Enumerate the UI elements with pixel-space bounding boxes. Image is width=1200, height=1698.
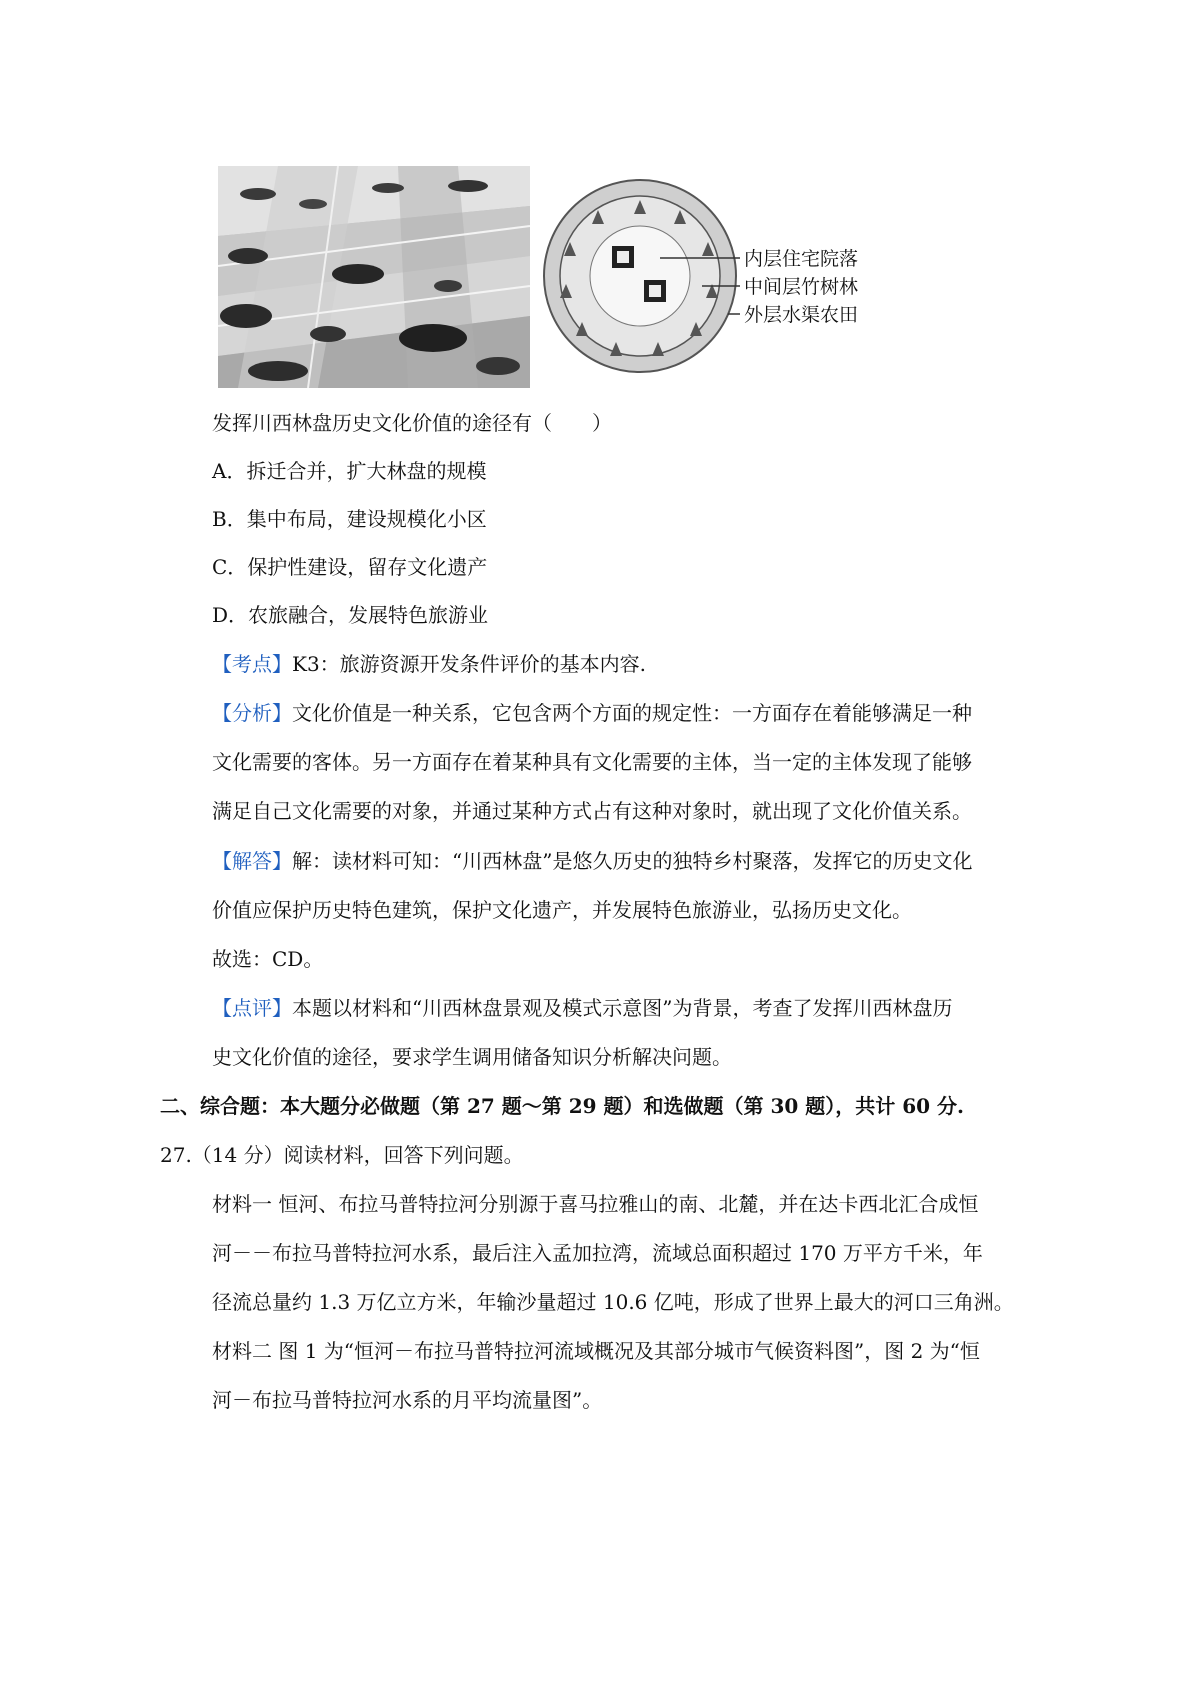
linpan-landscape-photo [218, 166, 530, 388]
linpan-pattern-diagram [540, 176, 858, 376]
dianping-text-1: 本题以材料和“川西林盘景观及模式示意图”为背景，考查了发挥川西林盘历 [292, 996, 953, 1020]
q27-line: 27.（14 分）阅读材料，回答下列问题。 [160, 1143, 524, 1167]
dianping-tag: 【点评】 [212, 996, 292, 1020]
fenxi-tag: 【分析】 [212, 701, 292, 725]
question-stem: 发挥川西林盘历史文化价值的途径有（ ） [212, 411, 612, 435]
material1-line-2: 河－－布拉马普特拉河水系，最后注入孟加拉湾，流域总面积超过 170 万平方千米，年 [212, 1241, 983, 1265]
option-a: A．拆迁合并，扩大林盘的规模 [212, 459, 487, 483]
material2-line-2: 河－布拉马普特拉河水系的月平均流量图”。 [212, 1388, 603, 1412]
option-d: D．农旅融合，发展特色旅游业 [212, 603, 489, 627]
jieda-line-2: 价值应保护历史特色建筑，保护文化遗产，并发展特色旅游业，弘扬历史文化。 [212, 898, 912, 922]
kaodian-tag: 【考点】 [212, 652, 292, 676]
fenxi-line-1 [212, 700, 972, 726]
section2-heading: 二、综合题：本大题分必做题（第 27 题～第 29 题）和选做题（第 30 题），共计 60 分. [160, 1094, 964, 1118]
option-c: C．保护性建设，留存文化遗产 [212, 555, 488, 579]
dianping-line-2: 史文化价值的途径，要求学生调用储备知识分析解决问题。 [212, 1045, 732, 1069]
material2-line-1: 材料二 图 1 为“恒河－布拉马普特拉河流域概况及其部分城市气候资料图”，图 2 为“恒 [212, 1339, 980, 1363]
jieda-text-1: 解：读材料可知：“川西林盘”是悠久历史的独特乡村聚落，发挥它的历史文化 [292, 849, 973, 873]
fenxi-line-2: 文化需要的客体。另一方面存在着某种具有文化需要的主体，当一定的主体发现了能够 [212, 750, 972, 774]
jieda-tag: 【解答】 [212, 849, 292, 873]
material1-line-3: 径流总量约 1.3 万亿立方米，年输沙量超过 10.6 亿吨，形成了世界上最大的河口三角洲。 [212, 1290, 1014, 1314]
fenxi-text-1: 文化价值是一种关系，它包含两个方面的规定性：一方面存在着能够满足一种 [292, 701, 972, 725]
kaodian-line [212, 651, 646, 677]
diagram-label-outer: 外层水渠农田 [744, 304, 858, 326]
material1-line-1: 材料一 恒河、布拉马普特拉河分别源于喜马拉雅山的南、北麓，并在达卡西北汇合成恒 [212, 1192, 979, 1216]
figure-row [218, 166, 858, 388]
dianping-line-1 [212, 995, 952, 1021]
answer-line: 故选：CD。 [212, 947, 324, 971]
jieda-line-1 [212, 848, 972, 874]
option-b: B．集中布局，建设规模化小区 [212, 507, 487, 531]
diagram-label-inner: 内层住宅院落 [744, 248, 858, 270]
fenxi-line-3: 满足自己文化需要的对象，并通过某种方式占有这种对象时，就出现了文化价值关系。 [212, 799, 972, 823]
kaodian-text: K3：旅游资源开发条件评价的基本内容. [292, 652, 647, 676]
diagram-label-middle: 中间层竹树林 [744, 276, 858, 298]
